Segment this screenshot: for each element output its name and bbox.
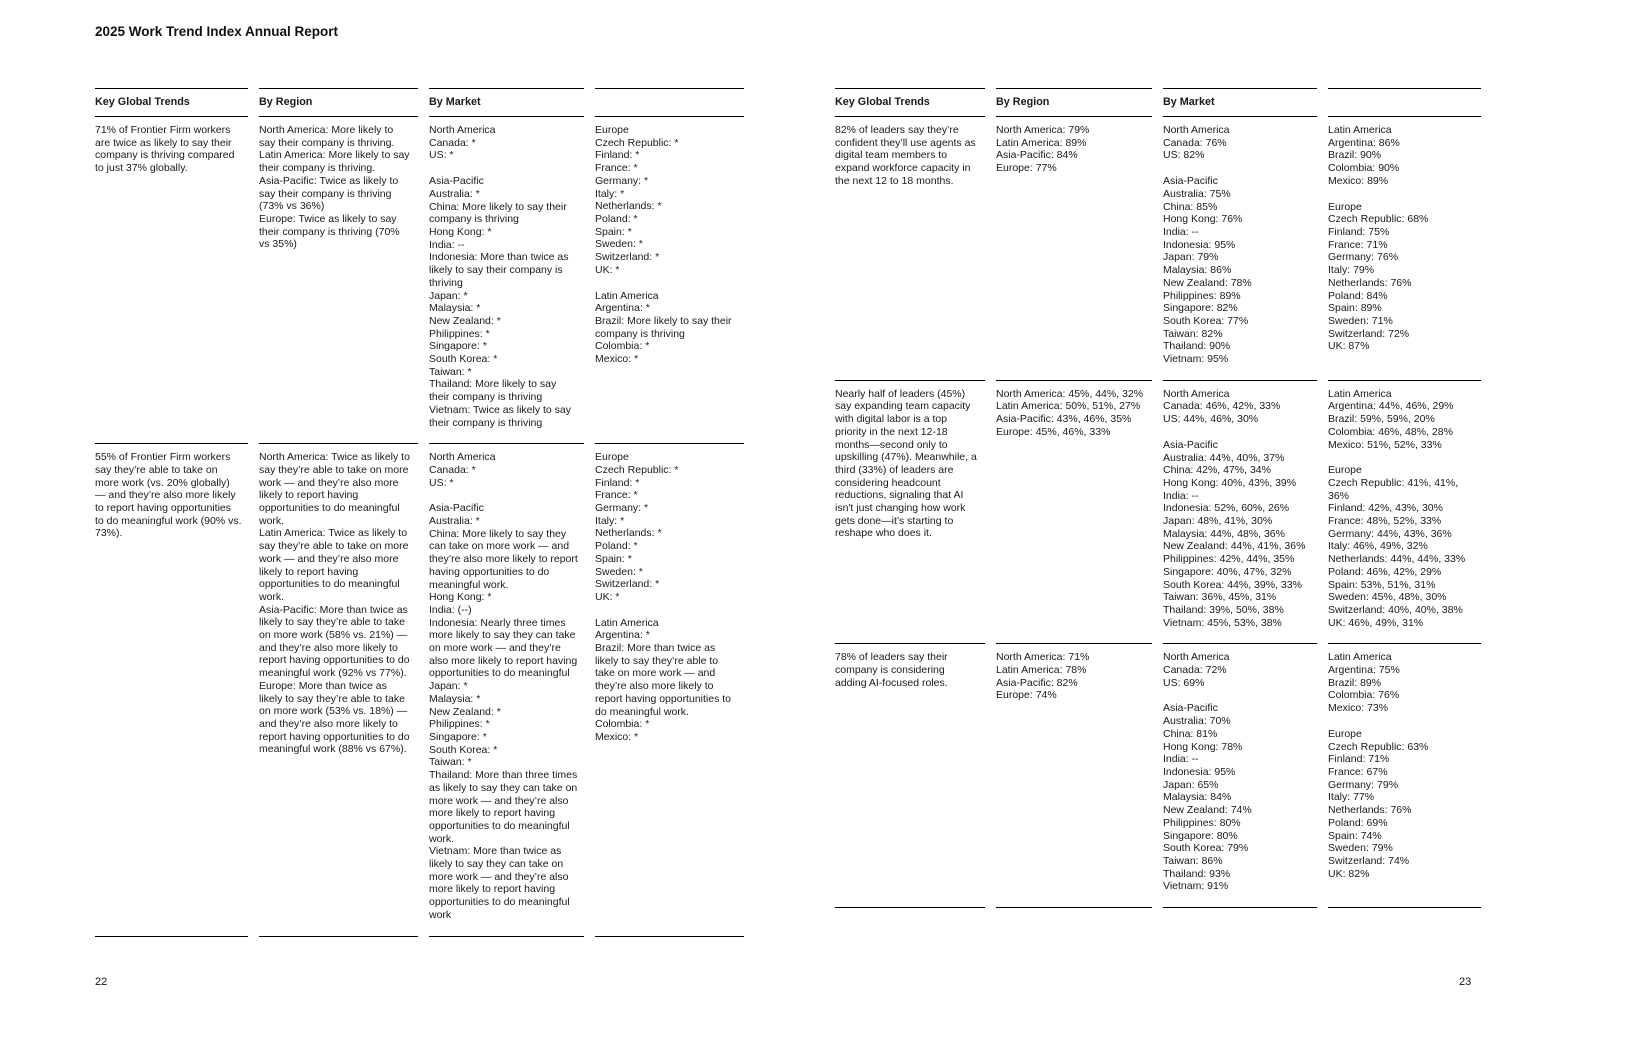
market-entry: Hong Kong: 76% — [1163, 213, 1243, 226]
market-entry: India: (--) — [429, 603, 472, 616]
market-group — [1328, 388, 1475, 452]
market-entry: Colombia: 90% — [1328, 162, 1400, 175]
market-entry: South Korea: * — [429, 743, 498, 756]
market-entry: Mexico: 51%, 52%, 33% — [1328, 438, 1442, 451]
market-entry: Philippines: 42%, 44%, 35% — [1163, 553, 1295, 566]
market-entry: New Zealand: 74% — [1163, 804, 1252, 817]
region-cell — [996, 381, 1152, 645]
market-entry: Taiwan: 36%, 45%, 31% — [1163, 591, 1277, 604]
market-entry: Indonesia: 95% — [1163, 766, 1236, 778]
market-entry: Argentina: 44%, 46%, 29% — [1328, 400, 1454, 413]
market-entry: Brazil: 59%, 59%, 20% — [1328, 413, 1435, 426]
market-group — [1163, 439, 1311, 630]
table-row — [95, 444, 750, 936]
market-entry: Germany: 76% — [1328, 251, 1399, 264]
table-header-row — [835, 88, 1492, 117]
market-entry: Australia: 70% — [1163, 715, 1231, 728]
market-entry: Indonesia: 95% — [1163, 238, 1236, 251]
market-entry: Canada: * — [429, 136, 476, 149]
market-entry: Spain: 89% — [1328, 302, 1382, 315]
market-entry: Brazil: 90% — [1328, 149, 1382, 162]
market-entry: Germany: 44%, 43%, 36% — [1328, 527, 1452, 540]
market-cell-2 — [1328, 381, 1481, 645]
region-entry: Asia-Pacific: 82% — [996, 676, 1078, 689]
market-entry: Switzerland: 74% — [1328, 854, 1410, 867]
market-group — [429, 124, 578, 162]
market-group-heading: Europe — [1328, 727, 1362, 740]
market-cell-1 — [1163, 644, 1317, 908]
market-entry: UK: 46%, 49%, 31% — [1328, 616, 1424, 629]
column-header-by-market: By Market — [429, 88, 584, 117]
page-number-right: 23 — [1459, 976, 1472, 988]
region-entry: Europe: 77% — [996, 162, 1057, 175]
trend-text: 55% of Frontier Firm workers say they’re able to take on more work (vs. 20% globally) — and they’re also more likely to report having opportunities to do meaningful work (90% vs. 73%). — [95, 451, 245, 540]
market-entry: Argentina: * — [595, 302, 650, 315]
market-entry: Philippines: * — [429, 327, 490, 340]
market-entry: Philippines: 80% — [1163, 816, 1241, 829]
market-group-heading: Latin America — [1328, 124, 1392, 137]
market-entry: New Zealand: * — [429, 705, 501, 718]
market-entry: Thailand: More than three times as likely to say they can take on more work — and they’re also more likely to report having opportunities to do meaningful work. — [429, 769, 578, 845]
market-group — [1163, 702, 1311, 893]
market-entry: Finland: * — [595, 476, 640, 489]
region-entry: Latin America: 89% — [996, 136, 1087, 149]
market-group-heading: North America — [1163, 124, 1230, 137]
market-entry: Hong Kong: * — [429, 225, 492, 238]
market-entry: Canada: * — [429, 463, 476, 476]
market-cell-2 — [1328, 644, 1481, 908]
market-entry: Colombia: * — [595, 340, 650, 353]
market-group — [429, 451, 578, 489]
market-entry: Thailand: 90% — [1163, 340, 1231, 353]
market-entry: Netherlands: * — [595, 200, 662, 213]
region-entry: North America: 79% — [996, 124, 1090, 137]
market-group — [1163, 175, 1311, 366]
market-entry: India: -- — [429, 238, 465, 251]
market-group — [595, 451, 738, 603]
market-group — [595, 617, 738, 744]
market-entry: Vietnam: Twice as likely to say their company is thriving — [429, 403, 572, 429]
market-entry: Sweden: 71% — [1328, 314, 1393, 327]
market-entry: Czech Republic: 68% — [1328, 213, 1429, 226]
market-entry: Argentina: * — [595, 629, 650, 642]
market-entry: South Korea: 44%, 39%, 33% — [1163, 578, 1302, 591]
market-entry: Switzerland: 72% — [1328, 327, 1410, 340]
market-entry: Malaysia: 44%, 48%, 36% — [1163, 527, 1285, 540]
market-entry: Spain: * — [595, 225, 632, 238]
market-entry: Germany: * — [595, 174, 649, 187]
market-entry: Hong Kong: 78% — [1163, 740, 1243, 753]
market-entry: Australia: 75% — [1163, 187, 1231, 200]
market-entry: Brazil: More likely to say their company is thriving — [595, 314, 732, 340]
report-title: 2025 Work Trend Index Annual Report — [95, 24, 339, 39]
column-header-key-global-trends: Key Global Trends — [95, 88, 248, 117]
region-entry: Europe: 45%, 46%, 33% — [996, 425, 1111, 438]
region-cell — [996, 644, 1152, 908]
market-entry: Czech Republic: * — [595, 463, 679, 476]
region-entry: Asia-Pacific: 84% — [996, 149, 1078, 162]
market-entry: Poland: * — [595, 212, 638, 225]
market-entry: Czech Republic: 63% — [1328, 740, 1429, 753]
market-cell-1 — [1163, 117, 1317, 381]
market-entry: Italy: * — [595, 187, 625, 200]
market-group — [1163, 651, 1311, 689]
market-entry: Malaysia: 86% — [1163, 264, 1232, 277]
page-number-left: 22 — [95, 976, 108, 988]
market-group — [595, 290, 738, 366]
market-entry: Australia: * — [429, 187, 480, 200]
market-entry: Netherlands: * — [595, 527, 662, 540]
market-entry: UK: * — [595, 263, 620, 276]
market-group — [1328, 728, 1475, 880]
market-entry: UK: 82% — [1328, 867, 1370, 880]
market-entry: Argentina: 86% — [1328, 136, 1400, 149]
market-group-heading: Asia-Pacific — [1163, 438, 1218, 451]
market-entry: Mexico: * — [595, 731, 639, 743]
market-group-heading: Latin America — [595, 616, 659, 629]
market-entry: China: More likely to say their company is thriving — [429, 200, 567, 226]
market-entry: South Korea: 79% — [1163, 842, 1249, 855]
market-entry: US: 44%, 46%, 30% — [1163, 413, 1259, 426]
market-entry: Thailand: More likely to say their company is thriving — [429, 378, 557, 404]
region-cell — [259, 444, 418, 936]
market-entry: Japan: * — [429, 289, 468, 302]
market-entry: Vietnam: 95% — [1163, 353, 1229, 366]
market-entry: Canada: 76% — [1163, 136, 1227, 149]
market-entry: China: 85% — [1163, 200, 1218, 213]
trend-text: 82% of leaders say they’re confident they’ll use agents as digital team members to expand workforce capacity in the next 12 to 18 months. — [835, 124, 979, 187]
market-group-heading: Europe — [595, 124, 629, 137]
market-entry: Japan: 48%, 41%, 30% — [1163, 515, 1273, 528]
market-entry: Poland: 46%, 42%, 29% — [1328, 565, 1442, 578]
market-cell-2 — [595, 444, 744, 936]
market-entry: Finland: 42%, 43%, 30% — [1328, 502, 1443, 515]
market-entry: Singapore: 82% — [1163, 302, 1238, 315]
market-entry: US: * — [429, 149, 454, 162]
market-group — [1328, 124, 1475, 188]
market-group — [1163, 124, 1311, 162]
market-entry: Vietnam: 91% — [1163, 880, 1229, 893]
market-group-heading: Europe — [595, 451, 629, 464]
market-entry: Argentina: 75% — [1328, 664, 1400, 677]
market-entry: South Korea: * — [429, 353, 498, 366]
market-entry: Singapore: 40%, 47%, 32% — [1163, 565, 1292, 578]
market-entry: Singapore: * — [429, 731, 487, 743]
market-group-heading: North America — [1163, 387, 1230, 400]
market-entry: Italy: 77% — [1328, 791, 1375, 804]
column-header-by-market-spacer — [1328, 88, 1481, 117]
table-header-row — [95, 88, 750, 117]
market-entry: Indonesia: More than twice as likely to say their company is thriving — [429, 251, 569, 289]
trend-text: 78% of leaders say their company is considering adding AI-focused roles. — [835, 651, 951, 689]
market-cell-1 — [429, 444, 584, 936]
market-group-heading: Latin America — [1328, 651, 1392, 664]
market-entry: China: 81% — [1163, 727, 1218, 740]
market-entry: Singapore: * — [429, 340, 487, 353]
region-entry: North America: 71% — [996, 651, 1090, 664]
market-entry: Australia: 44%, 40%, 37% — [1163, 451, 1285, 464]
market-entry: Poland: 84% — [1328, 289, 1388, 302]
region-entry: Europe: More than twice as likely to say they’re able to take on more work (53% vs. 18%) — and they’re also more likely to report having opportunities to do meaningful work (88% vs 67%). — [259, 679, 410, 756]
market-entry: Switzerland: * — [595, 578, 660, 591]
market-entry: India: -- — [1163, 225, 1199, 238]
market-group — [1328, 464, 1475, 629]
market-entry: Germany: 79% — [1328, 778, 1399, 791]
market-entry: Mexico: 89% — [1328, 174, 1389, 187]
market-entry: US: * — [429, 476, 454, 489]
trends-table-left — [95, 88, 750, 937]
region-entry: North America: 45%, 44%, 32% — [996, 387, 1144, 400]
market-entry: Brazil: 89% — [1328, 676, 1382, 689]
region-entry: Asia-Pacific: Twice as likely to say their company is thriving (73% vs 36%) — [259, 174, 399, 213]
market-entry: Sweden: * — [595, 565, 643, 578]
market-group — [1328, 201, 1475, 353]
market-entry: New Zealand: 78% — [1163, 276, 1252, 289]
market-entry: China: 42%, 47%, 34% — [1163, 464, 1271, 477]
market-entry: Taiwan: 82% — [1163, 327, 1223, 340]
market-entry: Malaysia: * — [429, 302, 481, 315]
region-entry: Europe: Twice as likely to say their company is thriving (70% vs 35%) — [259, 212, 400, 251]
market-entry: France: 48%, 52%, 33% — [1328, 515, 1442, 528]
market-group — [429, 502, 578, 921]
market-entry: New Zealand: 44%, 41%, 36% — [1163, 540, 1306, 553]
region-entry: Asia-Pacific: More than twice as likely to say they’re able to take on more work (58% vs. 21%) — and they’re also more likely to report having opportunities to do meaningful work (92% vs 77%). — [259, 603, 410, 680]
trend-cell — [835, 381, 985, 645]
market-entry: Vietnam: 45%, 53%, 38% — [1163, 616, 1282, 629]
market-entry: Taiwan: 86% — [1163, 854, 1223, 867]
region-entry: Latin America: Twice as likely to say they’re able to take on more work — and they’re also more likely to report having opportunities to do meaningful work. — [259, 527, 409, 603]
market-entry: Sweden: 45%, 48%, 30% — [1328, 591, 1447, 604]
market-entry: Sweden: 79% — [1328, 842, 1393, 855]
market-entry: Brazil: More than twice as likely to say they’re able to take on more work — and they’re also more likely to report having opportunities to do meaningful work. — [595, 642, 732, 718]
market-entry: Colombia: 46%, 48%, 28% — [1328, 425, 1453, 438]
market-cell-2 — [1328, 117, 1481, 381]
market-entry: Malaysia: * — [429, 692, 481, 705]
market-entry: Taiwan: * — [429, 365, 472, 378]
market-entry: France: * — [595, 162, 638, 175]
trend-cell — [835, 117, 985, 381]
market-entry: Spain: 74% — [1328, 829, 1382, 842]
market-group-heading: Asia-Pacific — [429, 502, 484, 515]
market-entry: France: 67% — [1328, 766, 1388, 778]
market-entry: China: More likely to say they can take on more work — and they’re also more likely to report having opportunities to do meaningful work. — [429, 527, 578, 591]
table-row — [835, 117, 1492, 381]
market-entry: Netherlands: 76% — [1328, 804, 1412, 817]
market-entry: Hong Kong: * — [429, 591, 492, 604]
market-cell-1 — [429, 117, 584, 444]
market-entry: US: 69% — [1163, 676, 1205, 689]
region-entry: Latin America: 50%, 51%, 27% — [996, 400, 1141, 413]
market-entry: Sweden: * — [595, 238, 643, 251]
market-entry: Thailand: 93% — [1163, 867, 1231, 880]
market-group — [1328, 651, 1475, 715]
market-entry: Finland: 75% — [1328, 225, 1390, 238]
market-entry: India: -- — [1163, 753, 1199, 766]
trends-table-right — [835, 88, 1492, 908]
market-entry: Spain: 53%, 51%, 31% — [1328, 578, 1436, 591]
column-header-by-market-spacer — [595, 88, 744, 117]
market-group-heading: Europe — [1328, 464, 1362, 477]
region-entry: Asia-Pacific: 43%, 46%, 35% — [996, 413, 1132, 426]
market-entry: Canada: 46%, 42%, 33% — [1163, 400, 1281, 413]
trend-cell — [95, 444, 248, 936]
market-entry: Finland: 71% — [1328, 753, 1390, 766]
market-group-heading: Latin America — [1328, 387, 1392, 400]
market-entry: Finland: * — [595, 149, 640, 162]
market-entry: Switzerland: * — [595, 251, 660, 264]
market-entry: Canada: 72% — [1163, 664, 1227, 677]
column-header-by-region: By Region — [259, 88, 418, 117]
market-entry: Singapore: 80% — [1163, 829, 1238, 842]
market-entry: Hong Kong: 40%, 43%, 39% — [1163, 476, 1297, 489]
market-entry: New Zealand: * — [429, 314, 501, 327]
trend-text: 71% of Frontier Firm workers are twice as likely to say their company is thriving compared to just 37% globally. — [95, 124, 238, 175]
region-entry: Latin America: 78% — [996, 664, 1087, 677]
trend-cell — [95, 117, 248, 444]
market-entry: Vietnam: More than twice as likely to say they can take on more work — and they’re also more likely to report having opportunities to do meaningful work — [429, 845, 570, 921]
market-entry: US: 82% — [1163, 149, 1205, 162]
market-entry: Italy: 46%, 49%, 32% — [1328, 540, 1428, 553]
market-entry: France: * — [595, 489, 638, 502]
column-header-key-global-trends: Key Global Trends — [835, 88, 985, 117]
table-row — [95, 117, 750, 444]
market-entry: Japan: * — [429, 680, 468, 693]
market-entry: India: -- — [1163, 489, 1199, 502]
market-group-heading: Asia-Pacific — [429, 175, 484, 188]
column-header-by-market: By Market — [1163, 88, 1317, 117]
market-entry: Indonesia: Nearly three times more likely to say they can take on more work — and they’re also more likely to report having opportunities to do meaningful — [429, 616, 578, 680]
market-entry: Taiwan: * — [429, 756, 472, 769]
table-row — [835, 381, 1492, 645]
market-entry: Thailand: 39%, 50%, 38% — [1163, 603, 1284, 616]
market-entry: Netherlands: 44%, 44%, 33% — [1328, 553, 1466, 566]
region-entry: North America: Twice as likely to say they’re able to take on more work — and they’re also more likely to report having opportunities to do meaningful work. — [259, 451, 410, 527]
region-entry: Latin America: More likely to say their company is thriving. — [259, 149, 410, 175]
market-entry: Japan: 65% — [1163, 778, 1219, 791]
market-entry: Netherlands: 76% — [1328, 276, 1412, 289]
market-group-heading: North America — [429, 451, 496, 464]
market-entry: Mexico: * — [595, 353, 639, 366]
market-entry: Switzerland: 40%, 40%, 38% — [1328, 603, 1463, 616]
trend-text: Nearly half of leaders (45%) say expanding team capacity with digital labor is a top priority in the next 12-18 months—second only to upskilling (47%). Meanwhile, a third (33%) of leaders are considering headcount reductions, signaling that AI isn't just changing how work gets done—it’s starting to reshape who does it. — [835, 387, 980, 540]
market-group-heading: North America — [429, 124, 496, 137]
market-entry: Spain: * — [595, 552, 632, 565]
market-entry: UK: * — [595, 590, 620, 603]
market-cell-1 — [1163, 381, 1317, 645]
market-entry: Czech Republic: * — [595, 136, 679, 149]
region-entry: Europe: 74% — [996, 689, 1057, 702]
trend-cell — [835, 644, 985, 908]
region-cell — [259, 117, 418, 444]
market-entry: Philippines: * — [429, 718, 490, 731]
market-group — [1163, 388, 1311, 426]
market-entry: UK: 87% — [1328, 340, 1370, 353]
market-entry: Czech Republic: 41%, 41%, 36% — [1328, 476, 1459, 502]
market-group — [429, 175, 578, 429]
market-group-heading: Europe — [1328, 200, 1362, 213]
market-entry: Colombia: * — [595, 718, 650, 731]
market-group-heading: North America — [1163, 651, 1230, 664]
market-entry: Italy: 79% — [1328, 264, 1375, 277]
market-group-heading: Asia-Pacific — [1163, 175, 1218, 188]
market-entry: Mexico: 73% — [1328, 702, 1389, 715]
market-entry: Germany: * — [595, 502, 649, 515]
market-entry: Malaysia: 84% — [1163, 791, 1232, 804]
market-entry: Philippines: 89% — [1163, 289, 1241, 302]
column-header-by-region: By Region — [996, 88, 1152, 117]
market-entry: Australia: * — [429, 515, 480, 528]
region-entry: North America: More likely to say their company is thriving. — [259, 124, 395, 149]
region-cell — [996, 117, 1152, 381]
market-group — [595, 124, 738, 276]
market-entry: Poland: 69% — [1328, 816, 1388, 829]
market-entry: South Korea: 77% — [1163, 314, 1249, 327]
market-entry: Indonesia: 52%, 60%, 26% — [1163, 502, 1290, 515]
market-group-heading: Latin America — [595, 289, 659, 302]
market-entry: Poland: * — [595, 540, 638, 553]
market-group-heading: Asia-Pacific — [1163, 702, 1218, 715]
market-entry: Japan: 79% — [1163, 251, 1219, 264]
market-entry: Italy: * — [595, 514, 625, 527]
table-row — [835, 644, 1492, 908]
market-cell-2 — [595, 117, 744, 444]
market-entry: France: 71% — [1328, 238, 1388, 251]
market-entry: Colombia: 76% — [1328, 689, 1400, 702]
